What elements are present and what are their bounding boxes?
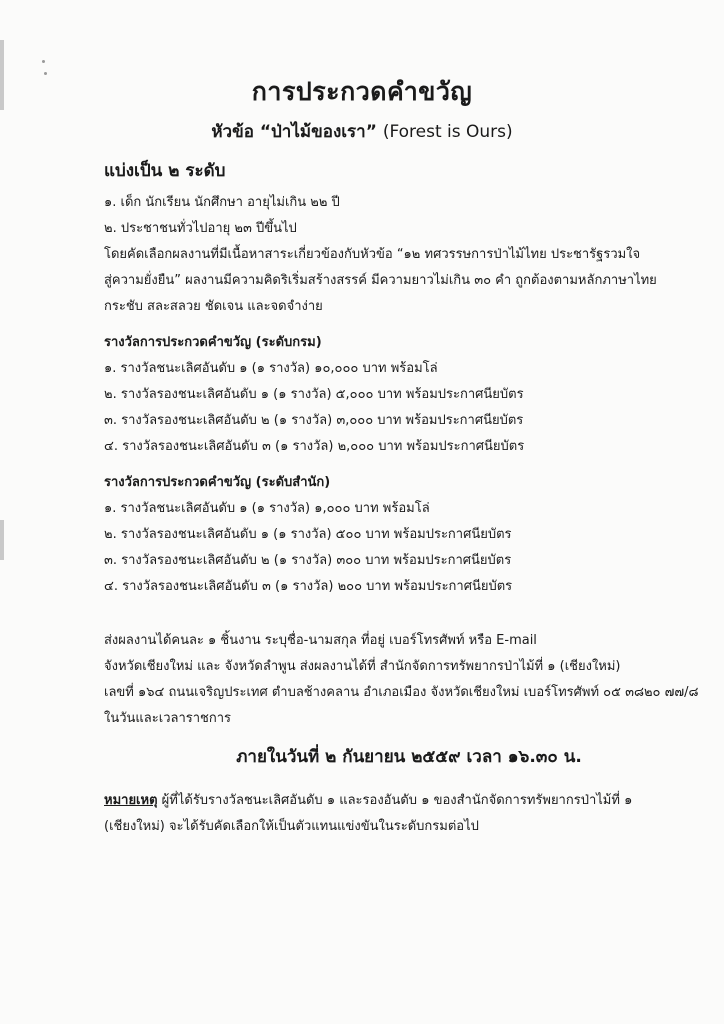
- document-body: [104, 158, 699, 840]
- subtitle-thai: หัวข้อ “ป่าไม้ของเรา”: [211, 122, 377, 142]
- level-item: ๑. เด็ก นักเรียน นักศึกษา อายุไม่เกิน ๒๒ ปี: [104, 195, 340, 210]
- office-prizes-heading: รางวัลการประกวดคำขวัญ (ระดับสำนัก): [104, 475, 331, 490]
- note-line: [104, 788, 674, 814]
- note-line: (เชียงใหม่) จะได้รับคัดเลือกให้เป็นตัวแทนแข่งขันในระดับกรมต่อไป: [104, 819, 479, 834]
- scan-edge-mark: [0, 520, 4, 560]
- department-prize-item: ๓. รางวัลรองชนะเลิศอันดับ ๒ (๑ รางวัล) ๓,๐๐๐ บาท พร้อมประกาศนียบัตร: [104, 413, 524, 428]
- submission-line: เลขที่ ๑๖๔ ถนนเจริญประเทศ ตำบลช้างคลาน อำเภอเมือง จังหวัดเชียงใหม่ เบอร์โทรศัพท์ ๐๕ ๓๘๒๐ ๗๗/๘: [104, 685, 699, 700]
- note-label: หมายเหตุ: [104, 793, 158, 808]
- page-title: การประกวดคำขวัญ: [251, 77, 473, 106]
- office-prize-item: ๓. รางวัลรองชนะเลิศอันดับ ๒ (๑ รางวัล) ๓๐๐ บาท พร้อมประกาศนียบัตร: [104, 553, 512, 568]
- level-item: ๒. ประชาชนทั่วไปอายุ ๒๓ ปีขึ้นไป: [104, 221, 297, 236]
- spacer: [104, 614, 674, 628]
- criteria-line: กระชับ สละสลวย ชัดเจน และจดจำง่าย: [104, 299, 323, 314]
- office-prize-item: ๔. รางวัลรองชนะเลิศอันดับ ๓ (๑ รางวัล) ๒๐๐ บาท พร้อมประกาศนียบัตร: [104, 579, 513, 594]
- department-prize-item: ๔. รางวัลรองชนะเลิศอันดับ ๓ (๑ รางวัล) ๒,๐๐๐ บาท พร้อมประกาศนียบัตร: [104, 439, 525, 454]
- office-prize-item: ๒. รางวัลรองชนะเลิศอันดับ ๑ (๑ รางวัล) ๕๐๐ บาท พร้อมประกาศนียบัตร: [104, 527, 512, 542]
- levels-heading: แบ่งเป็น ๒ ระดับ: [104, 161, 226, 181]
- department-prize-item: ๑. รางวัลชนะเลิศอันดับ ๑ (๑ รางวัล) ๑๐,๐๐๐ บาท พร้อมโล่: [104, 361, 438, 376]
- scan-speck: [42, 60, 45, 63]
- department-prizes-heading: รางวัลการประกวดคำขวัญ (ระดับกรม): [104, 335, 322, 350]
- submission-line: ส่งผลงานได้คนละ ๑ ชิ้นงาน ระบุชื่อ-นามสกุล ที่อยู่ เบอร์โทรศัพท์ หรือ E-mail: [104, 633, 537, 648]
- note-text: ผู้ที่ได้รับรางวัลชนะเลิศอันดับ ๑ และรองอันดับ ๑ ของสำนักจัดการทรัพยากรป่าไม้ที่ ๑: [157, 793, 633, 808]
- criteria-line: โดยคัดเลือกผลงานที่มีเนื้อหาสาระเกี่ยวข้องกับหัวข้อ “๑๒ ทศวรรษการป่าไม้ไทย ประชารัฐรวมใจ: [104, 247, 641, 262]
- subtitle-english: (Forest is Ours): [382, 122, 513, 142]
- department-prize-item: ๒. รางวัลรองชนะเลิศอันดับ ๑ (๑ รางวัล) ๕,๐๐๐ บาท พร้อมประกาศนียบัตร: [104, 387, 524, 402]
- spacer: [104, 600, 674, 614]
- submission-line: ในวันและเวลาราชการ: [104, 711, 232, 726]
- page-subtitle: [0, 118, 724, 145]
- office-prize-item: ๑. รางวัลชนะเลิศอันดับ ๑ (๑ รางวัล) ๑,๐๐๐ บาท พร้อมโล่: [104, 501, 430, 516]
- deadline: ภายในวันที่ ๒ กันยายน ๒๕๕๙ เวลา ๑๖.๓๐ น.: [236, 747, 582, 767]
- criteria-line: สู่ความยั่งยืน” ผลงานมีความคิดริเริ่มสร้างสรรค์ มีความยาวไม่เกิน ๓๐ คำ ถูกต้องตามหลักภาษาไทย: [104, 273, 657, 288]
- submission-line: จังหวัดเชียงใหม่ และ จังหวัดลำพูน ส่งผลงานได้ที่ สำนักจัดการทรัพยากรป่าไม้ที่ ๑ (เชียงใหม่): [104, 659, 621, 674]
